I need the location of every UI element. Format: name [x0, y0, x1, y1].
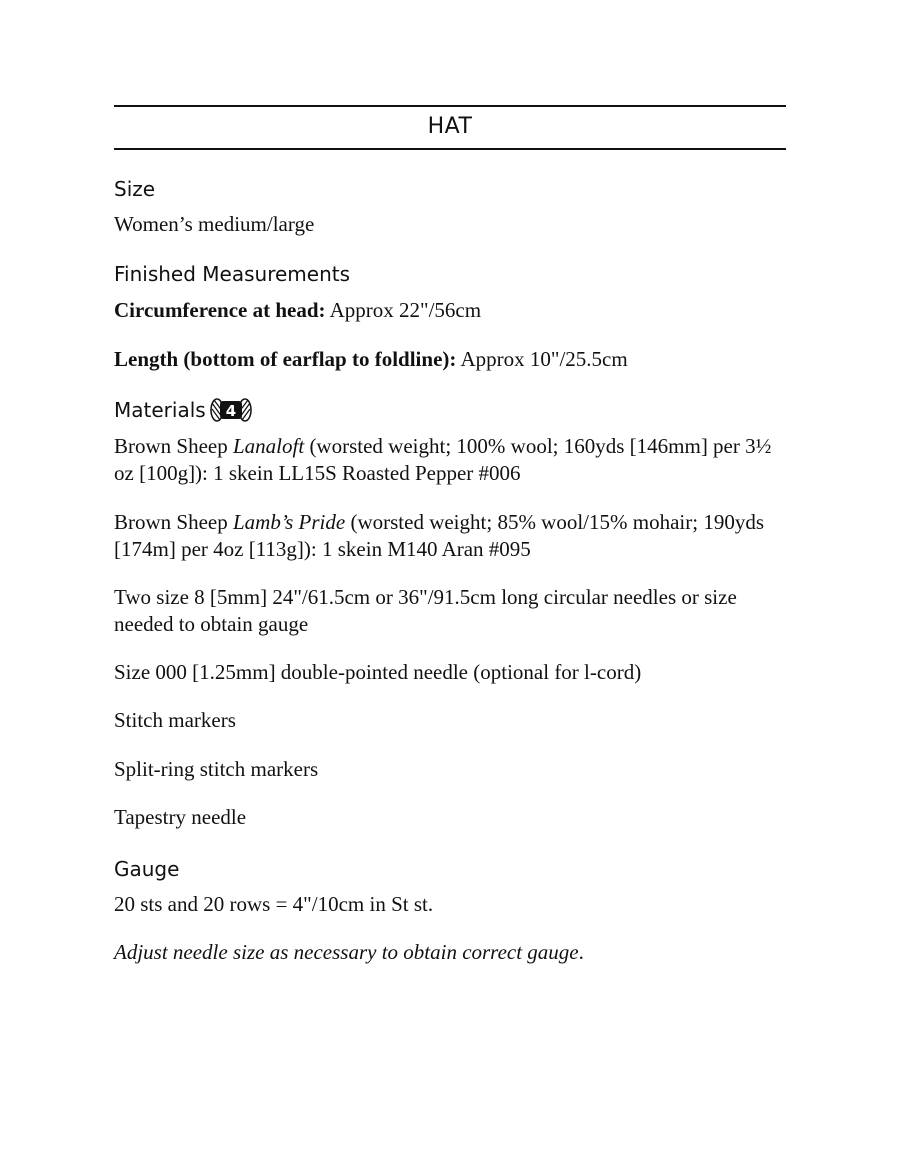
gauge-value: 20 sts and 20 rows = 4"/10cm in St st.	[114, 892, 434, 916]
finished-measurements-heading: Finished Measurements	[114, 262, 351, 286]
title-bottom-rule	[114, 148, 786, 150]
dpn-description: Size 000 [1.25mm] double-pointed needle (optional for l-cord)	[114, 660, 642, 684]
tapestry-needle-item: Tapestry needle	[114, 805, 247, 829]
yarn-2-description	[114, 509, 786, 562]
size-value: Women’s medium/large	[114, 212, 315, 236]
length-label: Length (bottom of earflap to foldline):	[114, 347, 457, 371]
length-line	[114, 346, 786, 373]
title-top-rule	[114, 105, 786, 107]
section-title: HAT	[427, 114, 473, 139]
yarn-1-name: Lanaloft	[233, 434, 305, 458]
gauge-note-period: .	[578, 940, 584, 964]
yarn-2-brand: Brown Sheep	[114, 510, 233, 534]
yarn-2-details: (worsted weight; 85% wool/15% mohair; 190yds [174m] per 4oz [113g]): 1 skein M140 Aran #095	[114, 510, 764, 561]
yarn-1-description	[114, 433, 786, 486]
length-value: Approx 10"/25.5cm	[456, 347, 628, 371]
stitch-markers-item: Stitch markers	[114, 708, 236, 732]
yarn-1-brand: Brown Sheep	[114, 434, 233, 458]
split-ring-markers-item: Split-ring stitch markers	[114, 757, 319, 781]
needles-description: Two size 8 [5mm] 24"/61.5cm or 36"/91.5cm long circular needles or size needed to obtain gauge	[114, 585, 737, 636]
yarn-weight-4-icon	[210, 397, 252, 423]
gauge-note	[114, 939, 786, 966]
circumference-line	[114, 297, 786, 324]
circumference-value: Approx 22"/56cm	[325, 298, 482, 322]
yarn-weight-number: 4	[225, 402, 236, 420]
gauge-heading: Gauge	[114, 857, 180, 881]
materials-heading	[114, 397, 252, 423]
circumference-label: Circumference at head:	[114, 298, 326, 322]
gauge-note-text: Adjust needle size as necessary to obtain correct gauge	[114, 940, 579, 964]
materials-heading-label: Materials	[114, 398, 206, 422]
yarn-1-details: (worsted weight; 100% wool; 160yds [146mm] per 3½ oz [100g]): 1 skein LL15S Roasted Pepper #006	[114, 434, 772, 485]
yarn-2-name: Lamb’s Pride	[233, 510, 346, 534]
size-heading: Size	[114, 177, 156, 201]
